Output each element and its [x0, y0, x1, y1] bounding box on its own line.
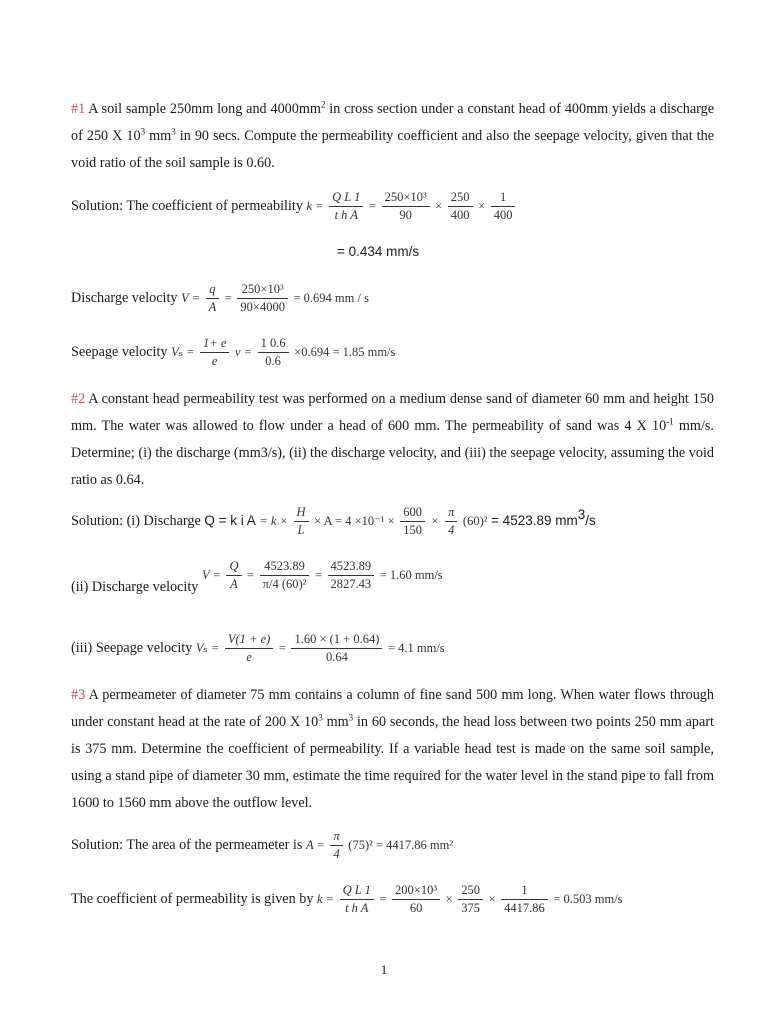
fraction: $\frac{\pi}{4}$ — [445, 505, 457, 538]
fraction: $\frac{\text{Q L 1}}{\text{t h A}}$ — [340, 883, 374, 916]
fraction: $\frac{1.60 \times (1 + 0.64)}{0.64}$ — [291, 632, 382, 665]
fraction: $\frac{1}{4417.86}$ — [501, 883, 548, 916]
problem-number: #1 — [71, 101, 86, 117]
discharge-velocity-2-line: (ii) Discharge velocity V = $\frac{Q}{A}$ = $\frac{4523.89}{\text{π/4 (60)²}}$ = $\frac{4523.89}{2827.43}$ = 1.60 mm/s — [71, 559, 443, 595]
fraction: $\frac{4523.89}{\text{π/4 (60)²}}$ — [260, 559, 310, 592]
permeability-3-line: The coefficient of permeability is given by k = $\frac{\text{Q L 1}}{\text{t h A}}$ = $\frac{\text{200×10³}}{60}$ × $\frac{250}{375}$ × $\frac{1}{4417.86}$ = 0.503 mm/s — [71, 883, 623, 915]
discharge-solution-line: Solution: (i) Discharge Q = k i A = k × $\frac{H}{L}$ × A = 4 ×10⁻¹ × $\frac{600}{150}$ × $\frac{\pi}{4}$ (60)² = 4523.89 $mm^3/s$ — [71, 505, 596, 537]
page-number: 1 — [380, 962, 388, 977]
fraction: $\frac{250}{400}$ — [448, 190, 473, 223]
area-solution-line: Solution: The area of the permeameter is A = $\frac{\pi}{4}$ (75)² = 4417.86 mm² — [71, 829, 454, 861]
problem-number: #2 — [71, 391, 86, 407]
fraction: $\frac{4523.89}{2827.43}$ — [328, 559, 375, 592]
problem-2-statement: #2 A constant head permeability test was performed on a medium dense sand of diameter 60 mm and height 150 mm. The water was allowed to flow under a head of 600 mm. The permeability of sand was 4 X $10^{-1}$ mm/s. Determine; (i) the discharge (mm3/s), (ii) the discharge velocity, and (iii) the seepage velocity, assuming the void ratio as 0.64. — [71, 391, 714, 488]
permeability-result: = 0.434 mm/s — [337, 244, 420, 259]
seepage-velocity-2-line: (iii) Seepage velocity Vₛ = $\frac{V(1 + e)}{e}$ = $\frac{1.60 \times (1 + 0.64)}{0.64}$ = 4.1 mm/s — [71, 632, 445, 664]
fraction: $\frac{Q}{A}$ — [226, 559, 241, 592]
fraction: $\frac{1}{400}$ — [491, 190, 516, 223]
fraction: $\frac{1+ e}{e}$ — [200, 336, 229, 369]
fraction: $\frac{\text{200×10³}}{60}$ — [392, 883, 440, 916]
problem-1-statement: #1 A soil sample 250mm long and $4000mm^2$ in cross section under a constant head of 400mm yields a discharge of 250 X $10^3$ $mm^3$ in 90 secs. Compute the permeability coefficient and also the seepage velocity, given that the void ratio of the soil sample is 0.60. — [71, 99, 715, 171]
fraction: $\frac{\text{250×10³}}{90\times 4000}$ — [237, 282, 288, 315]
seepage-velocity-line: Seepage velocity Vₛ = $\frac{1+ e}{e}$ v = $\frac{1 0.6}{0.6}$ ×0.694 = 1.85 mm/s — [71, 336, 396, 368]
fraction: $\frac{\pi}{4}$ — [330, 829, 342, 862]
solution-permeability-line: Solution: The coefficient of permeability k = $\frac{\text{Q L 1}}{\text{t h A}}$ = $\frac{\text{250×10³}}{90}$ × $\frac{250}{400}$ × $\frac{1}{400}$ — [71, 190, 517, 223]
fraction: $\frac{H}{L}$ — [294, 505, 309, 538]
fraction: $\frac{\text{250×10³}}{90}$ — [382, 190, 430, 223]
fraction: $\frac{\text{Q L 1}}{\text{t h A}}$ — [329, 190, 363, 223]
problem-3-statement: #3 A permeameter of diameter 75 mm contains a column of fine sand 500 mm long. When water flows through under constant head at the rate of 200 X $10^3$ $mm^3$ in 60 seconds, the head loss between two points 250 mm apart is 375 mm. Determine the coefficient of permeability. If a variable head test is made on the same soil sample, using a stand pipe of diameter 30 mm, estimate the time required for the water level in the stand pipe to fall from 1600 to 1560 mm above the outflow level. — [71, 687, 714, 811]
fraction: $\frac{V(1 + e)}{e}$ — [225, 632, 273, 665]
discharge-velocity-line: Discharge velocity V = $\frac{q}{A}$ = $\frac{\text{250×10³}}{90\times 4000}$ = 0.694 mm / s — [71, 282, 369, 314]
fraction: $\frac{q}{A}$ — [206, 282, 220, 315]
problem-number: #3 — [71, 687, 86, 703]
fraction: $\frac{600}{150}$ — [400, 505, 425, 538]
fraction: $\frac{1 0.6}{0.6}$ — [258, 336, 289, 369]
fraction: $\frac{250}{375}$ — [458, 883, 483, 916]
